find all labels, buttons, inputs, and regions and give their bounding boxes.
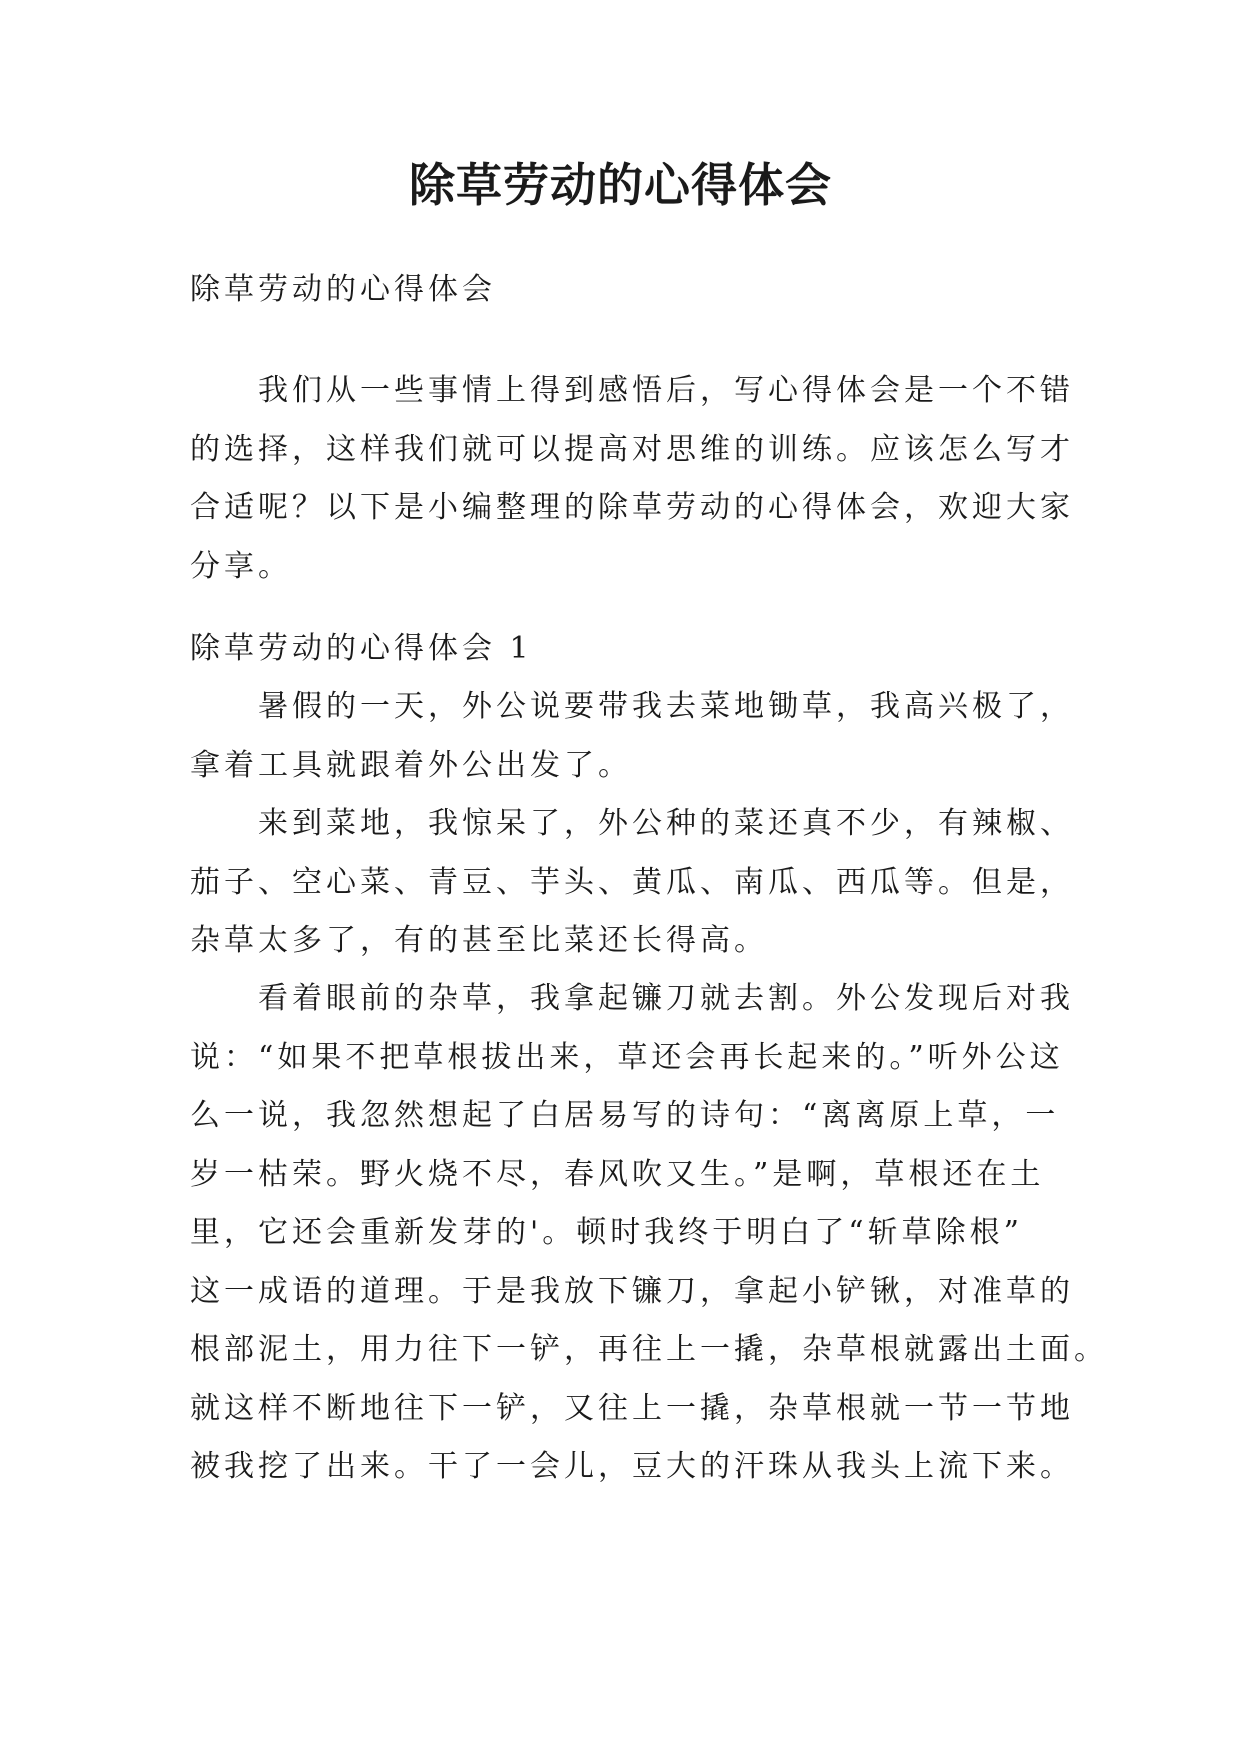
section-heading-text: 除草劳动的心得体会 1 — [190, 631, 533, 666]
paragraph-line: 茄子、空心菜、青豆、芋头、黄瓜、南瓜、西瓜等。但是， — [190, 864, 1074, 900]
paragraph-line: 说：“如果不把草根拔出来，草还会再长起来的。”听外公这 — [190, 1039, 1064, 1075]
paragraph-line: 么一说，我忽然想起了白居易写的诗句：“离离原上草，一 — [190, 1098, 1060, 1133]
paragraph-line: 杂草太多了，有的甚至比菜还长得高。 — [190, 923, 768, 958]
paragraph-line: 这一成语的道理。于是我放下镰刀，拿起小铲锹，对准草的 — [190, 1273, 1074, 1309]
paragraph-line: 分享。 — [190, 548, 292, 584]
paragraph-line: 合适呢？以下是小编整理的除草劳动的心得体会，欢迎大家 — [190, 490, 1074, 525]
section-heading — [190, 620, 1060, 679]
paragraph-line: 里，它还会重新发芽的'。顿时我终于明白了“斩草除根” — [190, 1215, 1023, 1250]
paragraph-2 — [190, 795, 1074, 971]
paragraph-line: 被我挖了出来。干了一会儿，豆大的汗珠从我头上流下来。 — [190, 1449, 1074, 1484]
intro-paragraph — [190, 362, 1074, 596]
paragraph-line: 我们从一些事情上得到感悟后，写心得体会是一个不错 — [258, 373, 1074, 408]
document-title: 除草劳动的心得体会 — [409, 158, 832, 212]
paragraph-line: 来到菜地，我惊呆了，外公种的菜还真不少，有辣椒、 — [258, 806, 1074, 841]
paragraph-line: 拿着工具就跟着外公出发了。 — [190, 747, 632, 783]
paragraph-line: 看着眼前的杂草，我拿起镰刀就去割。外公发现后对我 — [258, 981, 1074, 1016]
paragraph-line: 的选择，这样我们就可以提高对思维的训练。应该怎么写才 — [190, 431, 1074, 467]
document-subtitle — [190, 261, 1060, 320]
paragraph-3 — [190, 970, 1108, 1497]
paragraph-line: 暑假的一天，外公说要带我去菜地锄草，我高兴极了， — [258, 689, 1074, 724]
paragraph-line: 就这样不断地往下一铲，又往上一撬，杂草根就一节一节地 — [190, 1390, 1074, 1426]
paragraph-line: 根部泥土，用力往下一铲，再往上一撬，杂草根就露出土面。 — [190, 1332, 1108, 1367]
paragraph-1 — [190, 678, 1074, 795]
subtitle-text: 除草劳动的心得体会 — [190, 272, 496, 307]
paragraph-line: 岁一枯荣。野火烧不尽，春风吹又生。”是啊，草根还在土 — [190, 1156, 1045, 1192]
